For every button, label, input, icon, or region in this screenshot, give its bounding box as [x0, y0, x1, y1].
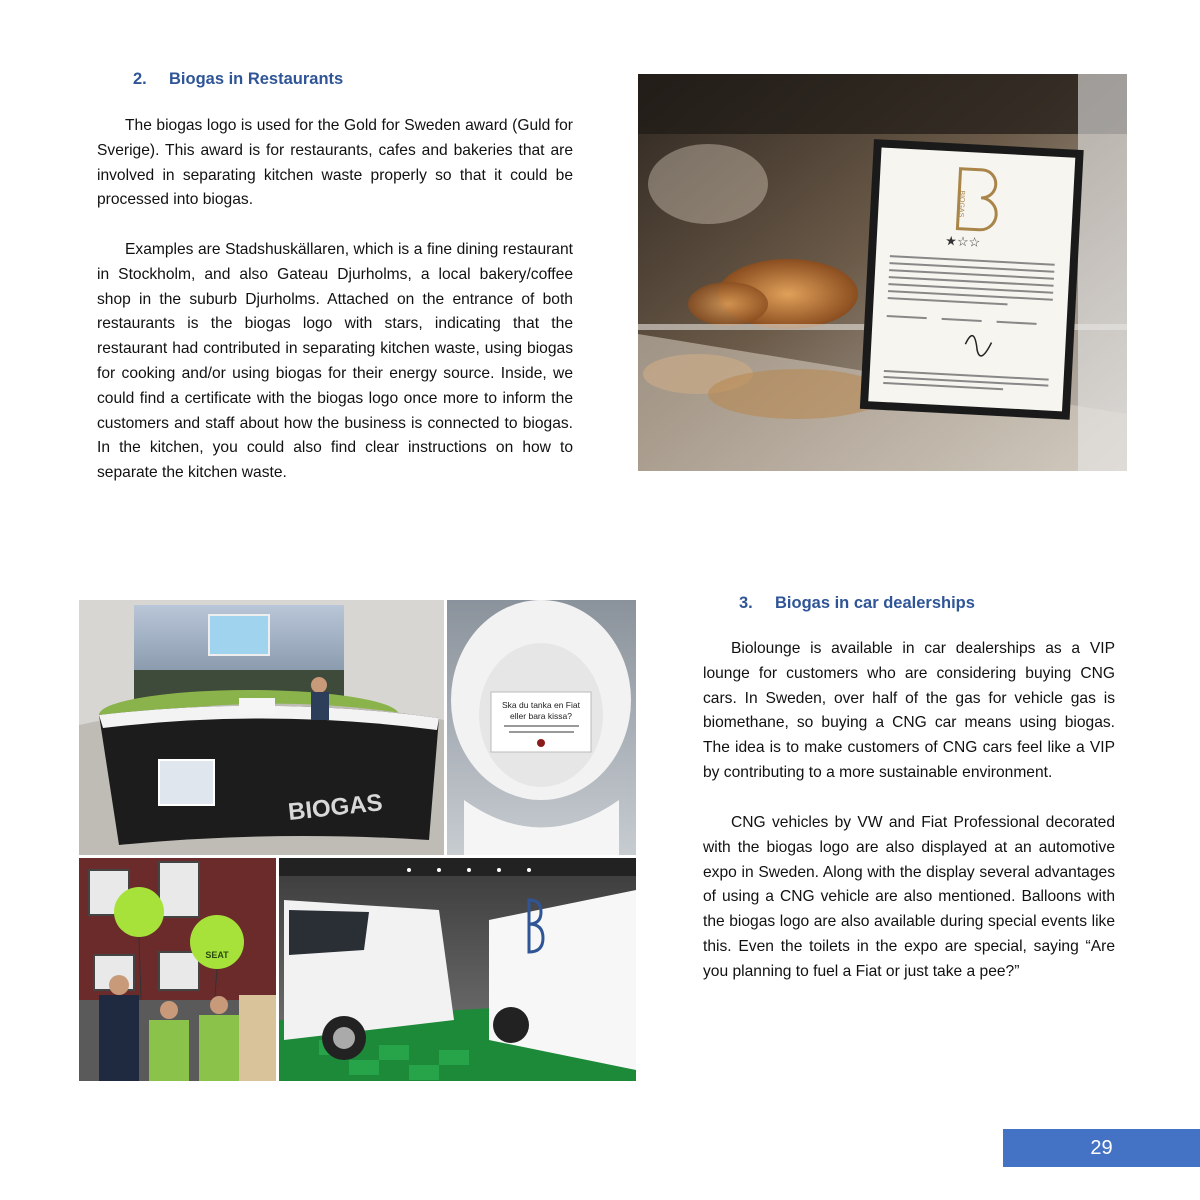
certificate-photo: [638, 74, 1127, 471]
toilet-sign-line-1: Ska du tanka en Fiat: [502, 700, 580, 710]
section-3-number: 3.: [739, 594, 753, 612]
page-number-badge: [1003, 1129, 1200, 1167]
lounge-wall-text: BIOGAS: [286, 789, 384, 826]
toilet-sign-line-2: eller bara kissa?: [510, 711, 572, 721]
section-2-heading: [133, 70, 343, 89]
page-number: 29: [1090, 1136, 1113, 1159]
section-3-paragraph-1: Biolounge is available in car dealerships as a VIP lounge for customers who are considering buying CNG cars. In Sweden, over half of the gas for vehicle gas is biomethane, so buying a CNG car means using biogas. The idea is to make customers of CNG cars feel like a VIP by contributing to a more sustainable environment.: [703, 640, 1115, 781]
balloon-text: SEAT: [205, 950, 229, 960]
car-dealership-collage: [79, 600, 636, 1081]
section-2-title: Biogas in Restaurants: [169, 70, 344, 88]
section-2-number: 2.: [133, 70, 147, 88]
section-3-paragraph-2: CNG vehicles by VW and Fiat Professional decorated with the biogas logo are also displayed at an automotive expo in Sweden. Along with the display several advantages of using a CNG vehicle are also mentioned. Balloons with the biogas logo are also available during special events like this. Even the toilets in the expo are special, saying “Are you planning to fuel a Fiat or just take a pee?”: [703, 814, 1115, 980]
section-2-paragraph-1: The biogas logo is used for the Gold for Sweden award (Guld for Sverige). This award is for restaurants, cafes and bakeries that are involved in separating kitchen waste properly so that it could be processed into biogas.: [97, 117, 573, 209]
section-3-heading: [739, 594, 975, 613]
section-2-paragraph-2: Examples are Stadshuskällaren, which is a fine dining restaurant in Stockholm, and also Gateau Djurholms, a local bakery/coffee shop in the suburb Djurholms. Attached on the entrance of both restaurants is the biogas logo with stars, indicating that the restaurant had contributed in separating kitchen waste, using biogas for cooking and/or using biogas for their energy source. Inside, we could find a certificate with the biogas logo once more to inform the customers and staff about how the business is connected to biogas. In the kitchen, you could also find clear instructions on how to separate the kitchen waste.: [97, 241, 573, 482]
section-3-title: Biogas in car dealerships: [775, 594, 975, 612]
certificate-stars: ★☆☆: [944, 233, 981, 250]
certificate-logo-text: BIOGAS: [957, 190, 966, 218]
